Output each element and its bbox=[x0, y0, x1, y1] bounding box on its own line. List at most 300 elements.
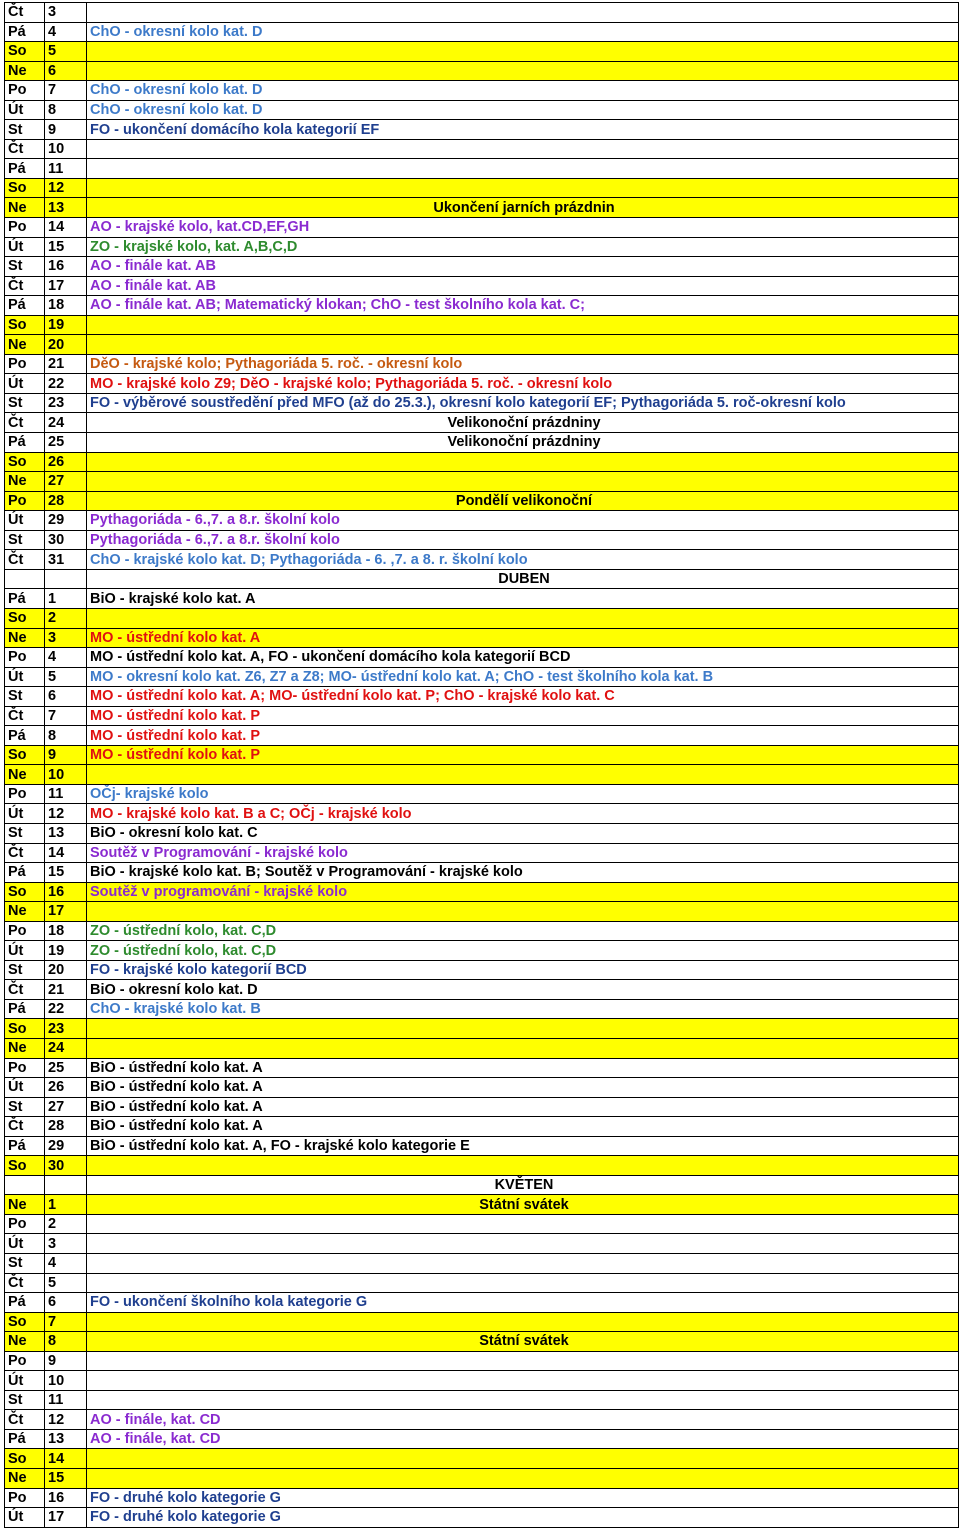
day-name-cell: Pá bbox=[5, 863, 45, 883]
day-name-cell: So bbox=[5, 1019, 45, 1039]
calendar-row bbox=[5, 784, 959, 804]
day-number-cell: 17 bbox=[45, 1508, 87, 1528]
day-number-cell: 12 bbox=[45, 804, 87, 824]
day-number-cell: 11 bbox=[45, 784, 87, 804]
day-number-cell: 10 bbox=[45, 765, 87, 785]
calendar-row bbox=[5, 433, 959, 453]
event-cell: ChO - okresní kolo kat. D bbox=[87, 81, 959, 101]
day-number-cell: 30 bbox=[45, 530, 87, 550]
event-cell: ZO - ústřední kolo, kat. C,D bbox=[87, 921, 959, 941]
day-name-cell: Ne bbox=[5, 628, 45, 648]
month-header-row bbox=[5, 569, 959, 589]
day-number-cell: 17 bbox=[45, 902, 87, 922]
day-name-cell: Pá bbox=[5, 1136, 45, 1156]
day-name-cell: Út bbox=[5, 804, 45, 824]
event-cell: AO - finále kat. AB; Matematický klokan; ChO - test školního kola kat. C; bbox=[87, 296, 959, 316]
event-cell: OČj- krajské kolo bbox=[87, 784, 959, 804]
event-cell: MO - ústřední kolo kat. A, FO - ukončení domácího kola kategorií BCD bbox=[87, 648, 959, 668]
day-name-cell: So bbox=[5, 315, 45, 335]
day-name-cell: Čt bbox=[5, 843, 45, 863]
day-number-cell: 8 bbox=[45, 100, 87, 120]
event-cell bbox=[87, 472, 959, 492]
day-number-cell: 3 bbox=[45, 1234, 87, 1254]
day-name-cell: Pá bbox=[5, 589, 45, 609]
event-cell bbox=[87, 902, 959, 922]
event-cell: FO - ukončení školního kola kategorie G bbox=[87, 1293, 959, 1313]
event-cell: BiO - krajské kolo kat. A bbox=[87, 589, 959, 609]
event-cell: MO - ústřední kolo kat. P bbox=[87, 706, 959, 726]
month-header: DUBEN bbox=[87, 569, 959, 589]
day-number-cell: 26 bbox=[45, 452, 87, 472]
day-name-cell: St bbox=[5, 1097, 45, 1117]
event-cell bbox=[87, 1038, 959, 1058]
event-cell bbox=[87, 765, 959, 785]
event-cell bbox=[87, 1234, 959, 1254]
day-name-cell bbox=[5, 1175, 45, 1195]
day-name-cell: Út bbox=[5, 1078, 45, 1098]
event-cell: MO - krajské kolo Z9; DěO - krajské kolo; Pythagoriáda 5. roč. - okresní kolo bbox=[87, 374, 959, 394]
event-cell: BiO - ústřední kolo kat. A bbox=[87, 1097, 959, 1117]
day-name-cell: So bbox=[5, 178, 45, 198]
day-number-cell: 7 bbox=[45, 81, 87, 101]
day-number-cell: 4 bbox=[45, 648, 87, 668]
event-cell bbox=[87, 1214, 959, 1234]
event-cell bbox=[87, 159, 959, 179]
day-name-cell: Pá bbox=[5, 1293, 45, 1313]
calendar-row bbox=[5, 960, 959, 980]
calendar-row bbox=[5, 452, 959, 472]
day-name-cell: Čt bbox=[5, 276, 45, 296]
day-name-cell: Po bbox=[5, 354, 45, 374]
event-cell: FO - druhé kolo kategorie G bbox=[87, 1488, 959, 1508]
calendar-row bbox=[5, 393, 959, 413]
day-name-cell bbox=[5, 569, 45, 589]
day-number-cell: 14 bbox=[45, 1449, 87, 1469]
day-name-cell: Ne bbox=[5, 1195, 45, 1215]
calendar-row bbox=[5, 1273, 959, 1293]
calendar-row bbox=[5, 863, 959, 883]
event-cell: Pythagoriáda - 6.,7. a 8.r. školní kolo bbox=[87, 511, 959, 531]
day-number-cell: 12 bbox=[45, 178, 87, 198]
day-name-cell: Čt bbox=[5, 1273, 45, 1293]
calendar-row bbox=[5, 648, 959, 668]
day-name-cell: Pá bbox=[5, 159, 45, 179]
day-number-cell: 4 bbox=[45, 22, 87, 42]
day-number-cell: 2 bbox=[45, 1214, 87, 1234]
calendar-row bbox=[5, 745, 959, 765]
event-cell: DěO - krajské kolo; Pythagoriáda 5. roč. - okresní kolo bbox=[87, 354, 959, 374]
event-cell bbox=[87, 1469, 959, 1489]
day-number-cell: 5 bbox=[45, 667, 87, 687]
calendar-row bbox=[5, 335, 959, 355]
day-name-cell: Čt bbox=[5, 550, 45, 570]
day-number-cell: 11 bbox=[45, 1390, 87, 1410]
day-number-cell: 6 bbox=[45, 61, 87, 81]
day-name-cell: So bbox=[5, 1449, 45, 1469]
calendar-row bbox=[5, 550, 959, 570]
day-name-cell: Po bbox=[5, 1351, 45, 1371]
event-cell bbox=[87, 61, 959, 81]
day-name-cell: Ne bbox=[5, 335, 45, 355]
calendar-row bbox=[5, 687, 959, 707]
day-number-cell: 17 bbox=[45, 276, 87, 296]
month-header: KVĚTEN bbox=[87, 1175, 959, 1195]
calendar-row bbox=[5, 1214, 959, 1234]
event-cell: AO - krajské kolo, kat.CD,EF,GH bbox=[87, 218, 959, 238]
day-number-cell: 5 bbox=[45, 1273, 87, 1293]
event-cell: ChO - krajské kolo kat. D; Pythagoriáda - 6. ,7. a 8. r. školní kolo bbox=[87, 550, 959, 570]
day-name-cell: St bbox=[5, 1254, 45, 1274]
day-name-cell: Čt bbox=[5, 1117, 45, 1137]
day-name-cell: St bbox=[5, 1390, 45, 1410]
calendar-row bbox=[5, 315, 959, 335]
day-name-cell: Ne bbox=[5, 1332, 45, 1352]
calendar-row bbox=[5, 237, 959, 257]
calendar-row bbox=[5, 1508, 959, 1528]
calendar-row bbox=[5, 667, 959, 687]
day-name-cell: Ne bbox=[5, 61, 45, 81]
day-number-cell: 22 bbox=[45, 999, 87, 1019]
day-name-cell: Út bbox=[5, 941, 45, 961]
calendar-body bbox=[5, 3, 959, 1528]
day-number-cell: 9 bbox=[45, 120, 87, 140]
day-number-cell: 9 bbox=[45, 745, 87, 765]
calendar-row bbox=[5, 178, 959, 198]
day-name-cell: So bbox=[5, 882, 45, 902]
day-number-cell: 3 bbox=[45, 3, 87, 23]
day-number-cell: 7 bbox=[45, 1312, 87, 1332]
event-cell: MO - okresní kolo kat. Z6, Z7 a Z8; MO- ústřední kolo kat. A; ChO - test školního kola kat. B bbox=[87, 667, 959, 687]
day-number-cell bbox=[45, 569, 87, 589]
event-cell: Soutěž v programování - krajské kolo bbox=[87, 882, 959, 902]
day-number-cell: 24 bbox=[45, 1038, 87, 1058]
calendar-row bbox=[5, 921, 959, 941]
calendar-row bbox=[5, 1488, 959, 1508]
event-cell: FO - výběrové soustředění před MFO (až do 25.3.), okresní kolo kategorií EF; Pythagoriáda 5. roč-okresní kolo bbox=[87, 393, 959, 413]
event-cell: ChO - okresní kolo kat. D bbox=[87, 100, 959, 120]
calendar-row bbox=[5, 628, 959, 648]
day-number-cell: 1 bbox=[45, 589, 87, 609]
day-number-cell: 15 bbox=[45, 237, 87, 257]
day-name-cell: Čt bbox=[5, 1410, 45, 1430]
day-name-cell: So bbox=[5, 1156, 45, 1176]
calendar-row bbox=[5, 139, 959, 159]
calendar-row bbox=[5, 22, 959, 42]
day-number-cell: 23 bbox=[45, 393, 87, 413]
day-number-cell: 13 bbox=[45, 823, 87, 843]
day-name-cell: Čt bbox=[5, 139, 45, 159]
day-name-cell: Ne bbox=[5, 1469, 45, 1489]
day-name-cell: St bbox=[5, 960, 45, 980]
event-cell: BiO - ústřední kolo kat. A bbox=[87, 1058, 959, 1078]
event-cell bbox=[87, 1312, 959, 1332]
calendar-row bbox=[5, 218, 959, 238]
day-number-cell: 5 bbox=[45, 42, 87, 62]
calendar-row bbox=[5, 804, 959, 824]
day-number-cell: 3 bbox=[45, 628, 87, 648]
calendar-row bbox=[5, 823, 959, 843]
day-number-cell: 10 bbox=[45, 139, 87, 159]
calendar-row bbox=[5, 120, 959, 140]
calendar-row bbox=[5, 843, 959, 863]
day-number-cell: 28 bbox=[45, 491, 87, 511]
event-cell: MO - ústřední kolo kat. A bbox=[87, 628, 959, 648]
day-name-cell: Út bbox=[5, 1371, 45, 1391]
month-header-row bbox=[5, 1175, 959, 1195]
calendar-row bbox=[5, 198, 959, 218]
calendar-row bbox=[5, 1371, 959, 1391]
event-cell: ChO - okresní kolo kat. D bbox=[87, 22, 959, 42]
calendar-row bbox=[5, 491, 959, 511]
event-cell: ChO - krajské kolo kat. B bbox=[87, 999, 959, 1019]
day-number-cell: 16 bbox=[45, 882, 87, 902]
day-number-cell: 14 bbox=[45, 843, 87, 863]
event-cell: FO - ukončení domácího kola kategorií EF bbox=[87, 120, 959, 140]
calendar-row bbox=[5, 42, 959, 62]
day-name-cell: Po bbox=[5, 921, 45, 941]
day-name-cell: Po bbox=[5, 218, 45, 238]
calendar-row bbox=[5, 472, 959, 492]
day-number-cell: 12 bbox=[45, 1410, 87, 1430]
day-number-cell: 29 bbox=[45, 511, 87, 531]
event-cell: BiO - ústřední kolo kat. A bbox=[87, 1078, 959, 1098]
event-cell bbox=[87, 139, 959, 159]
day-number-cell: 1 bbox=[45, 1195, 87, 1215]
day-name-cell: Po bbox=[5, 81, 45, 101]
day-name-cell: Út bbox=[5, 511, 45, 531]
calendar-row bbox=[5, 81, 959, 101]
day-number-cell: 18 bbox=[45, 921, 87, 941]
day-name-cell: Pá bbox=[5, 433, 45, 453]
day-number-cell: 8 bbox=[45, 1332, 87, 1352]
day-number-cell: 25 bbox=[45, 433, 87, 453]
calendar-row bbox=[5, 1078, 959, 1098]
day-name-cell: St bbox=[5, 530, 45, 550]
day-name-cell: Út bbox=[5, 100, 45, 120]
calendar-row bbox=[5, 1097, 959, 1117]
event-cell bbox=[87, 1273, 959, 1293]
day-number-cell: 19 bbox=[45, 941, 87, 961]
calendar-row bbox=[5, 608, 959, 628]
day-name-cell: Po bbox=[5, 1214, 45, 1234]
day-name-cell: Po bbox=[5, 1058, 45, 1078]
event-cell bbox=[87, 1449, 959, 1469]
day-name-cell: Pá bbox=[5, 296, 45, 316]
calendar-row bbox=[5, 589, 959, 609]
day-number-cell: 25 bbox=[45, 1058, 87, 1078]
calendar-row bbox=[5, 296, 959, 316]
day-name-cell: St bbox=[5, 393, 45, 413]
day-number-cell: 21 bbox=[45, 354, 87, 374]
calendar-row bbox=[5, 3, 959, 23]
day-number-cell: 16 bbox=[45, 1488, 87, 1508]
calendar-row bbox=[5, 257, 959, 277]
calendar-row bbox=[5, 706, 959, 726]
calendar-row bbox=[5, 726, 959, 746]
day-name-cell: Čt bbox=[5, 3, 45, 23]
event-cell bbox=[87, 3, 959, 23]
event-cell: AO - finále kat. AB bbox=[87, 276, 959, 296]
calendar-row bbox=[5, 765, 959, 785]
event-cell: FO - krajské kolo kategorií BCD bbox=[87, 960, 959, 980]
event-cell bbox=[87, 608, 959, 628]
day-number-cell: 2 bbox=[45, 608, 87, 628]
day-name-cell: St bbox=[5, 823, 45, 843]
day-name-cell: Po bbox=[5, 491, 45, 511]
day-number-cell: 13 bbox=[45, 1429, 87, 1449]
day-name-cell: St bbox=[5, 687, 45, 707]
day-number-cell: 21 bbox=[45, 980, 87, 1000]
day-name-cell: So bbox=[5, 745, 45, 765]
day-name-cell: Po bbox=[5, 784, 45, 804]
day-number-cell: 29 bbox=[45, 1136, 87, 1156]
event-cell: MO - ústřední kolo kat. P bbox=[87, 745, 959, 765]
calendar-row bbox=[5, 1410, 959, 1430]
calendar-row bbox=[5, 511, 959, 531]
event-cell bbox=[87, 42, 959, 62]
event-cell: BiO - okresní kolo kat. C bbox=[87, 823, 959, 843]
day-name-cell: So bbox=[5, 1312, 45, 1332]
event-cell: MO - ústřední kolo kat. P bbox=[87, 726, 959, 746]
event-cell: FO - druhé kolo kategorie G bbox=[87, 1508, 959, 1528]
day-number-cell: 27 bbox=[45, 1097, 87, 1117]
calendar-row bbox=[5, 1429, 959, 1449]
day-number-cell: 18 bbox=[45, 296, 87, 316]
day-number-cell: 9 bbox=[45, 1351, 87, 1371]
event-cell: Pythagoriáda - 6.,7. a 8.r. školní kolo bbox=[87, 530, 959, 550]
calendar-row bbox=[5, 1019, 959, 1039]
day-number-cell: 10 bbox=[45, 1371, 87, 1391]
calendar-row bbox=[5, 1117, 959, 1137]
day-number-cell bbox=[45, 1175, 87, 1195]
day-number-cell: 15 bbox=[45, 863, 87, 883]
day-number-cell: 31 bbox=[45, 550, 87, 570]
event-cell: Soutěž v Programování - krajské kolo bbox=[87, 843, 959, 863]
calendar-row bbox=[5, 1332, 959, 1352]
day-name-cell: Čt bbox=[5, 706, 45, 726]
day-name-cell: Pá bbox=[5, 1429, 45, 1449]
event-cell: ZO - ústřední kolo, kat. C,D bbox=[87, 941, 959, 961]
day-name-cell: Čt bbox=[5, 980, 45, 1000]
day-name-cell: St bbox=[5, 257, 45, 277]
day-number-cell: 16 bbox=[45, 257, 87, 277]
day-number-cell: 27 bbox=[45, 472, 87, 492]
day-name-cell: Pá bbox=[5, 999, 45, 1019]
day-number-cell: 6 bbox=[45, 687, 87, 707]
day-name-cell: Út bbox=[5, 1234, 45, 1254]
event-cell: AO - finále, kat. CD bbox=[87, 1410, 959, 1430]
event-cell bbox=[87, 315, 959, 335]
calendar-row bbox=[5, 100, 959, 120]
day-number-cell: 30 bbox=[45, 1156, 87, 1176]
day-number-cell: 15 bbox=[45, 1469, 87, 1489]
day-name-cell: Čt bbox=[5, 413, 45, 433]
calendar-row bbox=[5, 1449, 959, 1469]
day-name-cell: So bbox=[5, 42, 45, 62]
calendar-row bbox=[5, 1469, 959, 1489]
calendar-row bbox=[5, 882, 959, 902]
calendar-row bbox=[5, 999, 959, 1019]
day-name-cell: Ne bbox=[5, 765, 45, 785]
event-cell bbox=[87, 335, 959, 355]
event-cell bbox=[87, 178, 959, 198]
calendar-row bbox=[5, 1234, 959, 1254]
calendar-row bbox=[5, 530, 959, 550]
day-name-cell: Ne bbox=[5, 198, 45, 218]
day-name-cell: Út bbox=[5, 667, 45, 687]
day-name-cell: Út bbox=[5, 1508, 45, 1528]
day-number-cell: 14 bbox=[45, 218, 87, 238]
calendar-row bbox=[5, 941, 959, 961]
event-cell bbox=[87, 1156, 959, 1176]
day-name-cell: So bbox=[5, 608, 45, 628]
calendar-row bbox=[5, 1038, 959, 1058]
event-cell: BiO - ústřední kolo kat. A bbox=[87, 1117, 959, 1137]
day-number-cell: 22 bbox=[45, 374, 87, 394]
event-cell bbox=[87, 452, 959, 472]
event-cell bbox=[87, 1019, 959, 1039]
event-cell: MO - krajské kolo kat. B a C; OČj - krajské kolo bbox=[87, 804, 959, 824]
calendar-row bbox=[5, 276, 959, 296]
day-name-cell: Pá bbox=[5, 726, 45, 746]
calendar-row bbox=[5, 61, 959, 81]
calendar-row bbox=[5, 159, 959, 179]
day-name-cell: Ne bbox=[5, 902, 45, 922]
calendar-row bbox=[5, 1254, 959, 1274]
day-name-cell: Út bbox=[5, 374, 45, 394]
calendar-row bbox=[5, 413, 959, 433]
event-cell bbox=[87, 1351, 959, 1371]
event-cell: Velikonoční prázdniny bbox=[87, 433, 959, 453]
event-cell: ZO - krajské kolo, kat. A,B,C,D bbox=[87, 237, 959, 257]
day-number-cell: 20 bbox=[45, 960, 87, 980]
event-cell bbox=[87, 1390, 959, 1410]
calendar-row bbox=[5, 354, 959, 374]
day-name-cell: St bbox=[5, 120, 45, 140]
event-cell: AO - finále kat. AB bbox=[87, 257, 959, 277]
day-name-cell: Po bbox=[5, 648, 45, 668]
event-cell bbox=[87, 1254, 959, 1274]
event-cell: BiO - krajské kolo kat. B; Soutěž v Programování - krajské kolo bbox=[87, 863, 959, 883]
day-number-cell: 28 bbox=[45, 1117, 87, 1137]
day-number-cell: 4 bbox=[45, 1254, 87, 1274]
day-number-cell: 26 bbox=[45, 1078, 87, 1098]
day-number-cell: 24 bbox=[45, 413, 87, 433]
event-cell: Ukončení jarních prázdnin bbox=[87, 198, 959, 218]
event-cell: Pondělí velikonoční bbox=[87, 491, 959, 511]
calendar-row bbox=[5, 1390, 959, 1410]
day-number-cell: 23 bbox=[45, 1019, 87, 1039]
day-number-cell: 19 bbox=[45, 315, 87, 335]
day-name-cell: Ne bbox=[5, 1038, 45, 1058]
calendar-row bbox=[5, 1058, 959, 1078]
day-name-cell: Út bbox=[5, 237, 45, 257]
calendar-row bbox=[5, 980, 959, 1000]
day-number-cell: 7 bbox=[45, 706, 87, 726]
day-name-cell: Po bbox=[5, 1488, 45, 1508]
day-name-cell: So bbox=[5, 452, 45, 472]
calendar-row bbox=[5, 1312, 959, 1332]
day-number-cell: 6 bbox=[45, 1293, 87, 1313]
day-number-cell: 13 bbox=[45, 198, 87, 218]
calendar-row bbox=[5, 374, 959, 394]
calendar-row bbox=[5, 1156, 959, 1176]
calendar-row bbox=[5, 1351, 959, 1371]
event-cell: AO - finále, kat. CD bbox=[87, 1429, 959, 1449]
calendar-row bbox=[5, 902, 959, 922]
event-cell: Státní svátek bbox=[87, 1332, 959, 1352]
event-cell: BiO - ústřední kolo kat. A, FO - krajské kolo kategorie E bbox=[87, 1136, 959, 1156]
